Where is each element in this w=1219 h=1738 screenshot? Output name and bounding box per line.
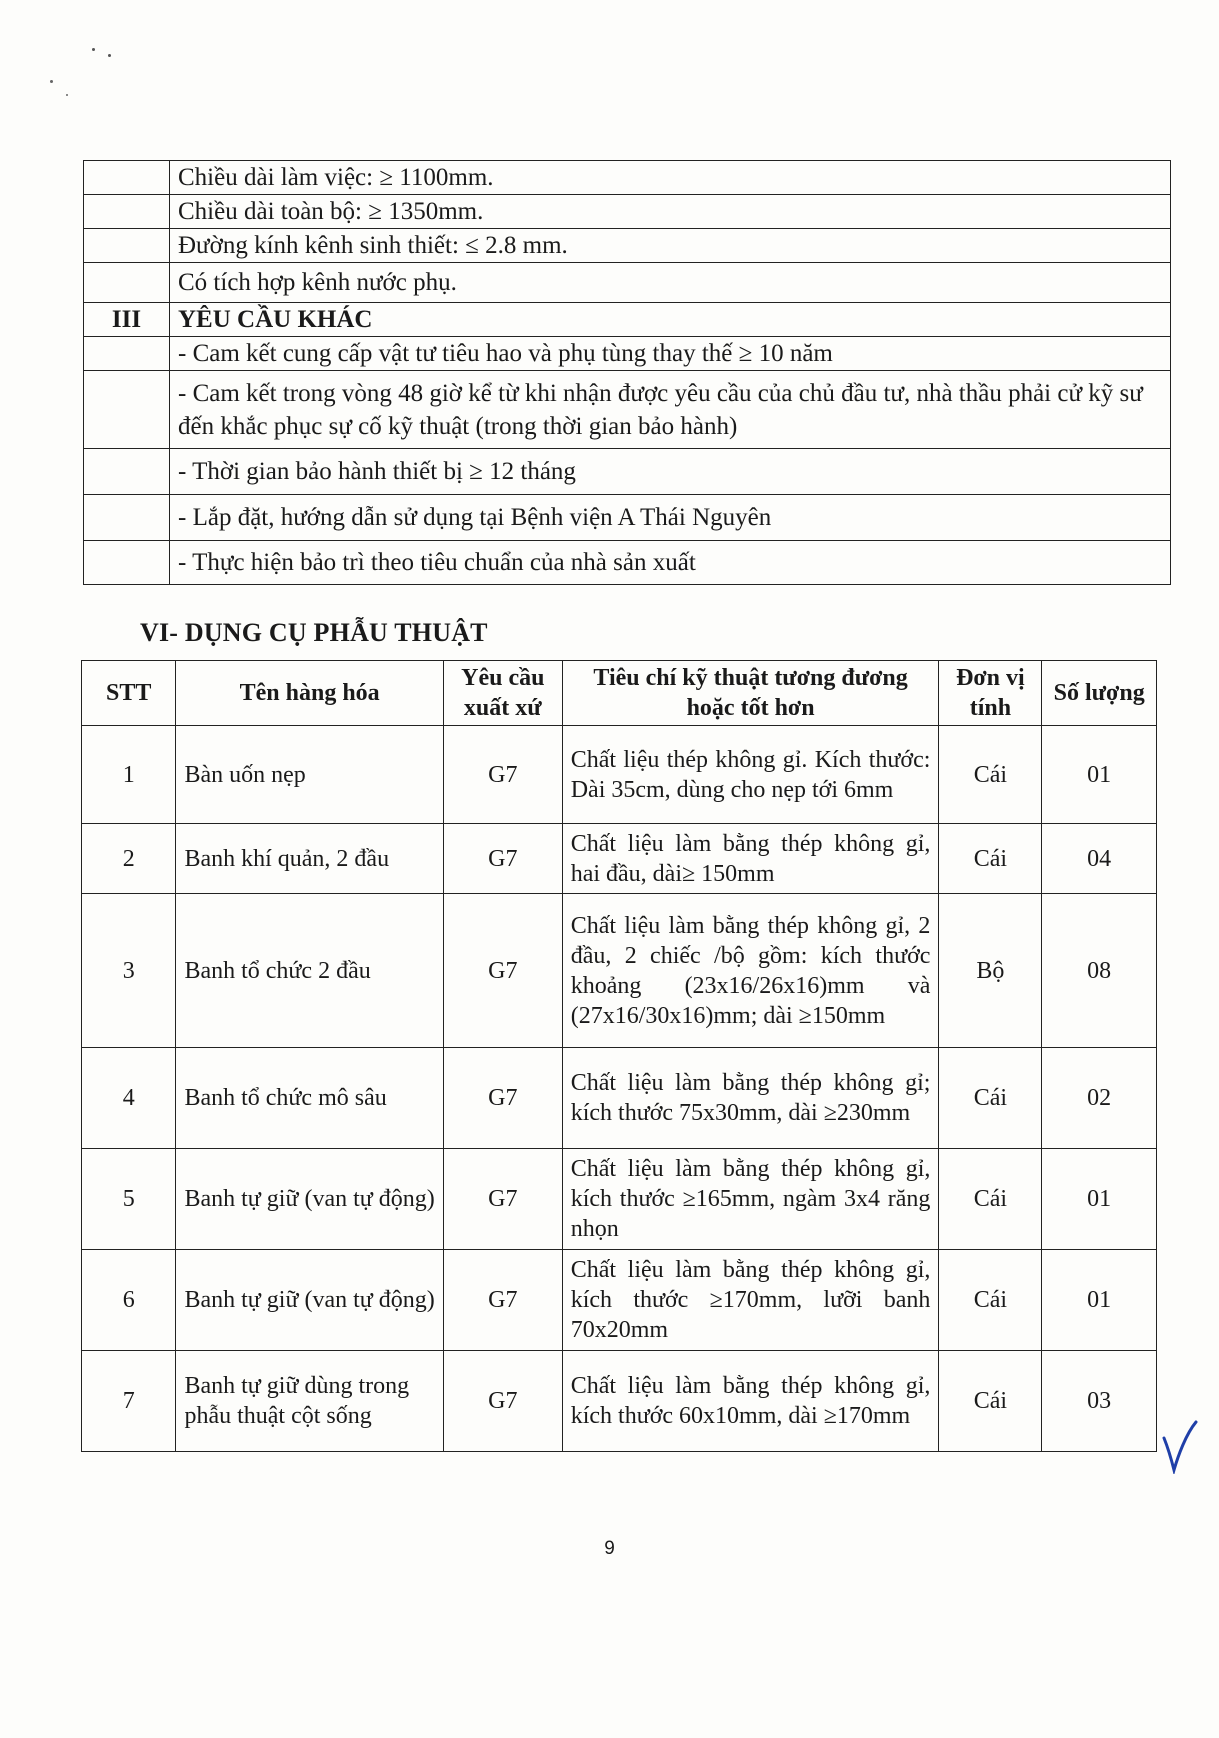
cell-qty: 08	[1042, 894, 1157, 1048]
cell-unit: Cái	[939, 1250, 1042, 1351]
cell-unit: Cái	[939, 1351, 1042, 1452]
row-text: Chiều dài làm việc: ≥ 1100mm.	[170, 161, 1171, 195]
row-index	[84, 541, 170, 585]
cell-spec: Chất liệu làm bằng thép không gỉ, kích thước 60x10mm, dài ≥170mm	[562, 1351, 939, 1452]
cell-origin: G7	[443, 1250, 562, 1351]
cell-stt: 5	[82, 1149, 176, 1250]
cell-spec: Chất liệu làm bằng thép không gỉ, 2 đầu, 2 chiếc /bộ gồm: kích thước khoảng (23x16/26x16)mm và (27x16/30x16)mm; dài ≥150mm	[562, 894, 939, 1048]
row-index	[84, 229, 170, 263]
row-text: - Lắp đặt, hướng dẫn sử dụng tại Bệnh viện A Thái Nguyên	[170, 495, 1171, 541]
header-stt: STT	[82, 661, 176, 726]
cell-name: Banh tự giữ (van tự động)	[176, 1250, 443, 1351]
scan-speck	[108, 54, 111, 57]
cell-qty: 04	[1042, 824, 1157, 894]
header-spec: Tiêu chí kỹ thuật tương đương hoặc tốt hơn	[562, 661, 939, 726]
cell-qty: 03	[1042, 1351, 1157, 1452]
table-row	[82, 1149, 1157, 1250]
cell-origin: G7	[443, 726, 562, 824]
table-row	[84, 495, 1171, 541]
scan-speck	[66, 94, 68, 96]
section-index: III	[84, 303, 170, 337]
cell-qty: 01	[1042, 1250, 1157, 1351]
table-row	[84, 371, 1171, 449]
table-row	[82, 1048, 1157, 1149]
section-heading: YÊU CẦU KHÁC	[170, 303, 1171, 337]
row-text: - Cam kết cung cấp vật tư tiêu hao và phụ tùng thay thế ≥ 10 năm	[170, 337, 1171, 371]
table-row	[84, 229, 1171, 263]
page-number: 9	[604, 1538, 615, 1559]
table-row	[84, 541, 1171, 585]
cell-origin: G7	[443, 1048, 562, 1149]
table-row	[84, 263, 1171, 303]
cell-origin: G7	[443, 824, 562, 894]
row-index	[84, 161, 170, 195]
cell-stt: 4	[82, 1048, 176, 1149]
cell-name: Banh tự giữ dùng trong phẫu thuật cột sống	[176, 1351, 443, 1452]
cell-spec: Chất liệu làm bằng thép không gỉ, kích thước ≥170mm, lưỡi banh 70x20mm	[562, 1250, 939, 1351]
cell-unit: Cái	[939, 824, 1042, 894]
table-row	[82, 726, 1157, 824]
table-row	[84, 161, 1171, 195]
cell-unit: Cái	[939, 1149, 1042, 1250]
table-row	[82, 824, 1157, 894]
scan-speck	[50, 80, 53, 83]
cell-name: Banh tự giữ (van tự động)	[176, 1149, 443, 1250]
table-row	[84, 337, 1171, 371]
row-text: Chiều dài toàn bộ: ≥ 1350mm.	[170, 195, 1171, 229]
row-text: Đường kính kênh sinh thiết: ≤ 2.8 mm.	[170, 229, 1171, 263]
cell-origin: G7	[443, 894, 562, 1048]
cell-stt: 7	[82, 1351, 176, 1452]
cell-spec: Chất liệu làm bằng thép không gỉ; kích thước 75x30mm, dài ≥230mm	[562, 1048, 939, 1149]
cell-stt: 3	[82, 894, 176, 1048]
row-index	[84, 449, 170, 495]
cell-stt: 2	[82, 824, 176, 894]
table-row	[82, 1250, 1157, 1351]
table-header-row	[82, 661, 1157, 726]
cell-unit: Bộ	[939, 894, 1042, 1048]
header-qty: Số lượng	[1042, 661, 1157, 726]
cell-spec: Chất liệu thép không gỉ. Kích thước: Dài 35cm, dùng cho nẹp tới 6mm	[562, 726, 939, 824]
cell-stt: 6	[82, 1250, 176, 1351]
cell-name: Banh khí quản, 2 đầu	[176, 824, 443, 894]
table-row	[82, 894, 1157, 1048]
header-name: Tên hàng hóa	[176, 661, 443, 726]
row-index	[84, 195, 170, 229]
cell-unit: Cái	[939, 726, 1042, 824]
row-index	[84, 495, 170, 541]
cell-origin: G7	[443, 1351, 562, 1452]
cell-name: Banh tổ chức mô sâu	[176, 1048, 443, 1149]
cell-unit: Cái	[939, 1048, 1042, 1149]
row-index	[84, 263, 170, 303]
table-row	[84, 303, 1171, 337]
row-index	[84, 371, 170, 449]
table-row	[84, 449, 1171, 495]
table-row	[82, 1351, 1157, 1452]
scan-speck	[92, 48, 95, 51]
signature-tick-icon	[1160, 1418, 1200, 1474]
header-origin: Yêu cầu xuất xứ	[443, 661, 562, 726]
surgical-instruments-table	[81, 660, 1157, 1452]
cell-spec: Chất liệu làm bằng thép không gỉ, hai đầu, dài≥ 150mm	[562, 824, 939, 894]
row-text: - Thực hiện bảo trì theo tiêu chuẩn của nhà sản xuất	[170, 541, 1171, 585]
section-title: VI- DỤNG CỤ PHẪU THUẬT	[140, 618, 488, 647]
row-text: - Cam kết trong vòng 48 giờ kể từ khi nhận được yêu cầu của chủ đầu tư, nhà thầu phải cử kỹ sư đến khắc phục sự cố kỹ thuật (trong thời gian bảo hành)	[170, 371, 1171, 449]
cell-spec: Chất liệu làm bằng thép không gỉ, kích thước ≥165mm, ngàm 3x4 răng nhọn	[562, 1149, 939, 1250]
cell-qty: 01	[1042, 726, 1157, 824]
requirements-table	[83, 160, 1171, 585]
cell-qty: 01	[1042, 1149, 1157, 1250]
table-row	[84, 195, 1171, 229]
row-text: - Thời gian bảo hành thiết bị ≥ 12 tháng	[170, 449, 1171, 495]
cell-name: Banh tổ chức 2 đầu	[176, 894, 443, 1048]
row-index	[84, 337, 170, 371]
cell-stt: 1	[82, 726, 176, 824]
cell-name: Bàn uốn nẹp	[176, 726, 443, 824]
row-text: Có tích hợp kênh nước phụ.	[170, 263, 1171, 303]
cell-qty: 02	[1042, 1048, 1157, 1149]
header-unit: Đơn vị tính	[939, 661, 1042, 726]
cell-origin: G7	[443, 1149, 562, 1250]
